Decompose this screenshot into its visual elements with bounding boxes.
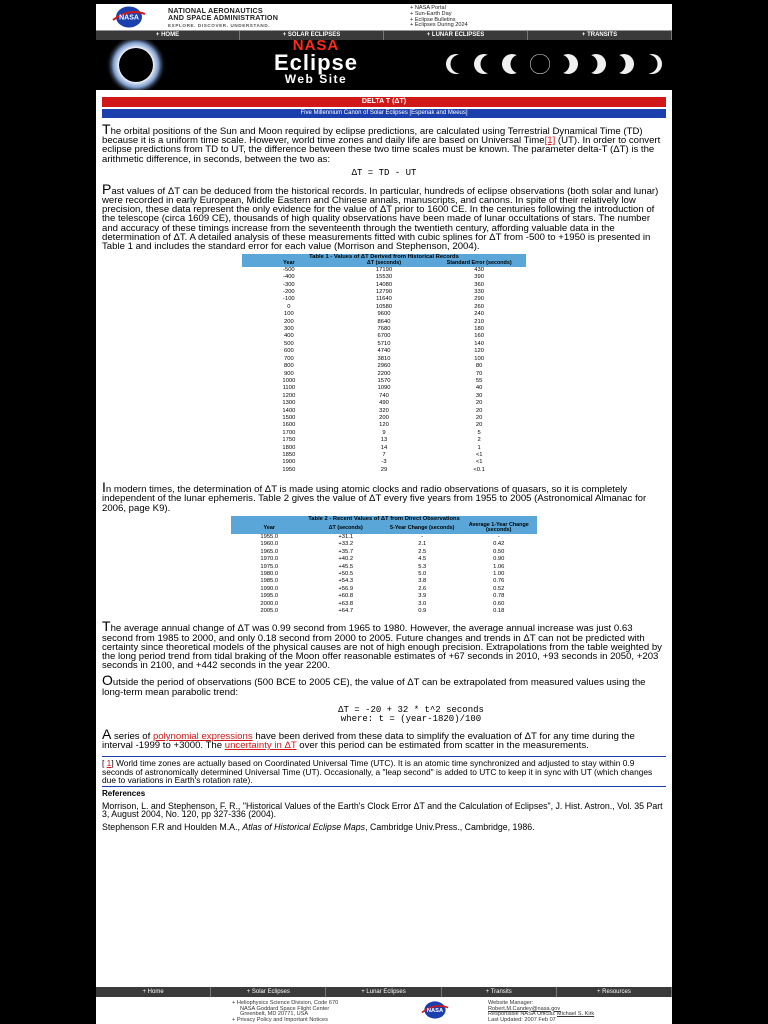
table-cell: 5.0 <box>418 571 427 578</box>
table-cell: 3.8 <box>418 578 427 585</box>
table-cell: 1700 <box>282 429 296 436</box>
table-cell: - <box>497 534 500 540</box>
table-cell: +50.5 <box>338 571 354 578</box>
table-cell: 1300 <box>282 400 296 407</box>
table-header: 5-Year Change (seconds) <box>384 523 461 534</box>
table-cell: 1 <box>477 444 481 451</box>
table-row <box>231 571 537 578</box>
table-row <box>242 274 526 281</box>
table-cell: 7680 <box>377 326 391 333</box>
table-row <box>242 400 526 407</box>
table-cell: <1 <box>475 459 483 466</box>
trend-paragraph: The average annual change of ΔT was 0.99 second from 1965 to 1980. However, the average annual increase was just 0.63 second from 1985 to 2000, and only 0.18 second from 2000 to 2005. Future changes and trends in ΔT can not be predicted with certainty since theoretical models of the physical causes are not of high enough precision. Extrapolations from the table weighted by the long period trend from tidal braking of the Moon offer reasonable estimates of +67 seconds in 2010, +93 seconds in 2050, +203 seconds in 2100, and +442 seconds in the year 2200. <box>102 618 662 672</box>
table-cell: 1090 <box>377 385 391 392</box>
dropcap: I <box>102 479 106 496</box>
table-row <box>242 459 526 466</box>
table-cell: 1965.0 <box>260 548 279 555</box>
page <box>96 4 672 1024</box>
table-cell: 800 <box>284 363 294 370</box>
dropcap: T <box>102 618 111 635</box>
table-cell: 1.00 <box>493 571 505 578</box>
table-cell: 2960 <box>377 363 391 370</box>
table-cell: 1960.0 <box>260 541 279 548</box>
table-cell: 14 <box>380 444 388 451</box>
table-cell: +35.7 <box>338 548 354 555</box>
table-cell: 20 <box>475 400 483 407</box>
delta-t-formula: ΔT = TD - UT <box>351 167 417 178</box>
table-row <box>231 578 537 585</box>
table-row <box>242 356 526 363</box>
table-cell: 4740 <box>377 348 391 355</box>
dropcap: A <box>102 725 112 742</box>
reference-item: Morrison, L. and Stephenson, F. R., "Historical Values of the Earth's Clock Error ΔT and the Calculation of Eclipses", J. Hist. Astron., Vol. 35 Part 3, August 2004, No. 120, pp 327-336 (2004). <box>102 800 663 820</box>
table-cell: +64.7 <box>338 608 354 615</box>
table-cell: 29 <box>380 466 388 473</box>
table-cell: 11640 <box>376 296 392 303</box>
table-cell: +54.3 <box>338 578 354 585</box>
parabolic-formula <box>150 706 672 724</box>
table-cell: 700 <box>284 355 294 362</box>
intro-paragraph: The orbital positions of the Sun and Moon required by eclipse predictions, are calculated using Terrestrial Dynamical Time (TD) because it is a uniform time scale. However, world time zones and daily life are based on Universal Time[1] (UT). In order to convert eclipse predictions from TD to UT, the difference between these two time scales must be known. The parameter delta-T (ΔT) is the arithmetic difference, in seconds, between the two as: <box>102 121 661 165</box>
table-row <box>242 282 526 289</box>
table-header: Standard Error (seconds) <box>432 261 526 267</box>
table-row <box>242 296 526 303</box>
table-cell: 260 <box>474 303 484 310</box>
table-cell: 1400 <box>282 407 296 414</box>
eclipse-banner <box>96 40 672 90</box>
table-cell: 0.9 <box>418 608 427 615</box>
table-cell: +40.2 <box>338 556 354 563</box>
site-header <box>96 4 672 31</box>
table-header: ΔT (seconds) <box>336 261 433 267</box>
svg-text:NASA: NASA <box>426 1008 444 1015</box>
table-cell: 400 <box>284 333 294 340</box>
table-row <box>231 564 537 571</box>
table-row <box>231 534 537 541</box>
table-cell: 2.1 <box>418 541 427 548</box>
table-row <box>231 541 537 548</box>
table-row <box>242 267 526 274</box>
table-cell: 160 <box>474 333 484 340</box>
footer-nav-lunar[interactable]: + Lunar Eclipses <box>326 987 441 997</box>
table-cell: 1500 <box>282 414 296 421</box>
table-cell: <0.1 <box>473 466 485 473</box>
table-row <box>242 415 526 422</box>
table-header: Year <box>231 523 308 534</box>
table-cell: 1995.0 <box>260 593 279 600</box>
table-cell: 80 <box>475 363 483 370</box>
footer-nav-solar[interactable]: + Solar Eclipses <box>211 987 326 997</box>
nasa-logo[interactable] <box>110 6 148 28</box>
table-cell: 30 <box>475 392 483 399</box>
polynomial-paragraph: A series of polynomial expressions have been derived from these data to simplify the evaluation of ΔT for any time during the interval -1999 to +3000. The uncertainty in ΔT over this period can be estimated from scatter in the measurements. <box>102 725 635 752</box>
table-2 <box>231 516 537 616</box>
table-cell: 9600 <box>377 311 391 318</box>
table-cell: 100 <box>474 355 484 362</box>
table-row <box>242 467 526 474</box>
table-row <box>242 393 526 400</box>
table-row <box>242 304 526 311</box>
agency-name <box>168 7 278 29</box>
footer-link[interactable]: + Heliophysics Science Division, Code 670 <box>232 1000 339 1006</box>
table-row <box>242 430 526 437</box>
table-cell: 900 <box>284 370 294 377</box>
table-row <box>242 289 526 296</box>
formula-line: ΔT = -20 + 32 * t^2 seconds <box>338 704 484 715</box>
table-cell: 2.5 <box>418 548 427 555</box>
table-cell: 240 <box>474 311 484 318</box>
table-cell: 1850 <box>282 451 296 458</box>
table-cell: +31.1 <box>338 534 354 540</box>
table-header: ΔT (seconds) <box>308 523 385 534</box>
table-row <box>242 348 526 355</box>
nav-lunar-eclipses[interactable]: + LUNAR ECLIPSES <box>384 31 528 40</box>
table-cell: 20 <box>475 414 483 421</box>
page-title: DELTA T (ΔT) <box>102 97 666 107</box>
table-cell: 4.5 <box>418 556 427 563</box>
table-cell: 140 <box>474 340 484 347</box>
nav-transits[interactable]: + TRANSITS <box>528 31 672 40</box>
banner-title <box>206 40 426 85</box>
table-row <box>242 378 526 385</box>
table-cell: 3.0 <box>418 600 427 607</box>
table-cell: 20 <box>475 422 483 429</box>
table-cell: 40 <box>475 385 483 392</box>
dropcap: O <box>102 672 113 689</box>
footer-nav-transits[interactable]: + Transits <box>442 987 557 997</box>
table-cell: 1750 <box>282 437 296 444</box>
table-cell: 1975.0 <box>260 563 279 570</box>
table-cell: 0.78 <box>493 593 505 600</box>
table-row <box>242 422 526 429</box>
modern-paragraph: In modern times, the determination of ΔT is made using atomic clocks and radio observations of quasars, so it is completely independent of the lunar ephemeris. Table 2 gives the value of ΔT every five years from 1955 to 2005 (Astronomical Almanac for 2006, page K9). <box>102 479 647 514</box>
table-cell: 17190 <box>375 266 393 273</box>
table-cell: 1.06 <box>493 563 505 570</box>
table-cell: 2200 <box>377 370 391 377</box>
table-cell: 1200 <box>282 392 296 399</box>
table-cell: 0.18 <box>493 608 505 615</box>
table-cell: 8640 <box>377 318 391 325</box>
table-cell: 13 <box>380 437 388 444</box>
agency-line1: NATIONAL AERONAUTICS <box>168 6 263 15</box>
nav-home[interactable]: + HOME <box>96 31 240 40</box>
table-row <box>242 385 526 392</box>
table-cell: 1800 <box>282 444 296 451</box>
table-row <box>242 326 526 333</box>
table-cell: 430 <box>474 266 484 273</box>
table-cell: 14080 <box>375 281 393 288</box>
table-cell: 0 <box>287 303 291 310</box>
footer-contacts: Website Manager: Robert.M.Candey@nasa.gov Responsible NASA Official: Michael S. Kirk Last Updated: 2007 Feb 07 <box>488 1000 595 1023</box>
main-nav <box>96 31 672 40</box>
table-cell: 210 <box>474 318 484 325</box>
table-2-caption: Table 2 - Recent Values of ΔT from Direct Observations <box>231 516 537 523</box>
footnote-marker[interactable]: 1 <box>106 758 112 769</box>
footer-nasa-logo[interactable] <box>418 1001 452 1019</box>
table-cell: 12790 <box>375 289 393 296</box>
table-row <box>242 363 526 370</box>
table-row <box>242 341 526 348</box>
table-cell: - <box>421 534 424 540</box>
website-manager-link[interactable]: Robert.M.Candey@nasa.gov <box>488 1005 561 1012</box>
table-cell: 330 <box>474 289 484 296</box>
table-header: Year <box>242 261 336 267</box>
table-row <box>242 408 526 415</box>
site-footer <box>96 998 672 1024</box>
footer-address: + Heliophysics Science Division, Code 670 NASA Goddard Space Flight Center Greenbelt, MD 20771, USA + Privacy Policy and Important Notices <box>232 1000 339 1023</box>
table-cell: 360 <box>474 281 484 288</box>
footer-nav-resources[interactable]: + Resources <box>557 987 672 997</box>
table-cell: 1100 <box>282 385 296 392</box>
table-cell: 1990.0 <box>260 585 279 592</box>
table-cell: 2005.0 <box>260 608 279 615</box>
table-cell: 320 <box>379 407 389 414</box>
top-links <box>410 6 468 29</box>
footer-nav-home[interactable]: + Home <box>96 987 211 997</box>
dropcap: P <box>102 180 112 197</box>
footnote: [ 1] World time zones are actually based on Coordinated Universal Time (UTC). It is an atomic time synchronized and adjusted to stay within 0.9 seconds of astronomically determined Universal Time (UT). Occasionally, a "leap second" is added to UTC to keep it in sync with UT (which changes due to variations in Earth's rotation rate). <box>102 756 666 787</box>
table-cell: 1985.0 <box>260 578 279 585</box>
logo-text: NASA <box>119 14 139 22</box>
table-cell: 1950 <box>282 466 296 473</box>
table-cell: 490 <box>379 400 389 407</box>
table-row <box>231 549 537 556</box>
table-cell: 0.60 <box>493 600 505 607</box>
banner-line1: NASA <box>292 40 340 54</box>
table-cell: 2 <box>477 437 481 444</box>
table-cell: -3 <box>381 459 387 466</box>
table-cell: 600 <box>284 348 294 355</box>
table-cell: +60.8 <box>338 593 354 600</box>
table-cell: 7 <box>382 451 386 458</box>
table-row <box>231 608 537 615</box>
table-cell: 0.42 <box>493 541 505 548</box>
table-row <box>242 437 526 444</box>
references-heading: References <box>102 788 146 798</box>
table-cell: 5 <box>477 429 481 436</box>
table-row <box>242 333 526 340</box>
table-cell: 15530 <box>375 274 393 281</box>
table-cell: -200 <box>283 289 295 296</box>
table-cell: 390 <box>474 274 484 281</box>
table-cell: 0.52 <box>493 585 505 592</box>
table-cell: 290 <box>474 296 484 303</box>
extrapolation-paragraph: Outside the period of observations (500 BCE to 2005 CE), the value of ΔT can be extrapolated from measured values using the long-term mean parabolic trend: <box>102 672 646 698</box>
formula-line: where: t = (year-1820)/100 <box>340 713 482 724</box>
top-link[interactable]: + Sun-Earth Day <box>410 10 452 17</box>
references <box>102 790 666 831</box>
table-cell: 55 <box>475 377 483 384</box>
table-cell: 180 <box>474 326 484 333</box>
table-row <box>231 556 537 563</box>
reference-item: Stephenson F.R and Houlden M.A., Atlas of Historical Eclipse Maps, Cambridge Univ.Press., Cambridge, 1986. <box>102 821 535 832</box>
table-cell: 1600 <box>282 422 296 429</box>
table-cell: 100 <box>284 311 294 318</box>
top-link[interactable]: + Eclipses During 2024 <box>410 22 468 29</box>
table-1 <box>242 254 526 474</box>
footnote-ref-link[interactable]: [1] <box>544 135 556 147</box>
table-cell: 500 <box>284 340 294 347</box>
table-cell: 1570 <box>377 377 391 384</box>
table-cell: 10580 <box>375 303 393 310</box>
privacy-link[interactable]: + Privacy Policy and Important Notices <box>232 1016 328 1023</box>
table-cell: +45.5 <box>338 563 354 570</box>
top-link[interactable]: + Eclipse Bulletins <box>410 16 456 23</box>
table-cell: 1000 <box>282 377 296 384</box>
table-cell: 20 <box>475 407 483 414</box>
table-cell: <1 <box>475 451 483 458</box>
table-cell: 200 <box>284 318 294 325</box>
dropcap: T <box>102 121 111 137</box>
table-row <box>231 586 537 593</box>
table-cell: +56.9 <box>338 585 354 592</box>
banner-line3: Web Site <box>284 72 348 86</box>
table-row <box>242 371 526 378</box>
table-cell: 2000.0 <box>260 600 279 607</box>
table-cell: 5710 <box>377 340 391 347</box>
table-cell: 740 <box>379 392 389 399</box>
table-cell: 0.76 <box>493 578 505 585</box>
table-cell: -400 <box>283 274 295 281</box>
table-cell: -100 <box>283 296 295 303</box>
banner-line2: Eclipse <box>273 50 359 75</box>
table-cell: 1955.0 <box>260 534 279 540</box>
table-cell: 300 <box>284 326 294 333</box>
table-cell: -500 <box>283 266 295 273</box>
polynomial-expressions-link[interactable]: polynomial expressions <box>152 730 253 742</box>
table-cell: 3810 <box>377 355 391 362</box>
table-cell: 200 <box>379 414 389 421</box>
table-header: Average 1-Year Change (seconds) <box>461 523 538 534</box>
table-cell: +63.8 <box>338 600 354 607</box>
official-link[interactable]: Michael S. Kirk <box>556 1011 595 1018</box>
table-cell: 2.6 <box>418 585 427 592</box>
table-cell: 120 <box>379 422 389 429</box>
history-paragraph: Past values of ΔT can be deduced from the historical records. In particular, hundreds of eclipse observations (both solar and lunar) were recorded in early European, Middle Eastern and Chinese annals, manuscripts, and canons. In spite of their relatively low precision, these data represent the only evidence for the value of ΔT prior to 1600 CE. In the centuries following the introduction of the telescope (circa 1609 CE), thousands of high quality observations have been made of lunar occultations of stars. The number and accuracy of these timings increase from the seventeenth through the twentieth century, affording valuable data in the determination of ΔT. A detailed analysis of these measurements fitted with cubic splines for ΔT from -500 to +1950 is presented in Table 1 and includes the standard error for each value (Morrison and Stephenson, 2004). <box>102 180 659 253</box>
table-cell: 1900 <box>282 459 296 466</box>
top-link[interactable]: + NASA Portal <box>410 5 446 11</box>
table-row <box>231 601 537 608</box>
table-row <box>231 593 537 600</box>
uncertainty-link[interactable]: uncertainty in ΔT <box>224 740 297 752</box>
table-cell: 120 <box>474 348 484 355</box>
table-cell: 5.3 <box>418 563 427 570</box>
table-row <box>242 311 526 318</box>
table-cell: 0.50 <box>493 548 505 555</box>
table-cell: 0.90 <box>493 556 505 563</box>
table-cell: 6700 <box>377 333 391 340</box>
table-cell: 1970.0 <box>260 556 279 563</box>
table-cell: 1980.0 <box>260 571 279 578</box>
table-1-caption: Table 1 - Values of ΔT Derived from Historical Records <box>242 254 526 261</box>
table-cell: 70 <box>475 370 483 377</box>
page-subtitle[interactable]: Five Millennium Canon of Solar Eclipses [Espenak and Meeus] <box>102 109 666 118</box>
agency-line2: AND SPACE ADMINISTRATION <box>168 13 279 23</box>
table-row <box>242 319 526 326</box>
table-cell: 9 <box>382 429 386 436</box>
table-cell: +33.2 <box>338 541 354 548</box>
table-row <box>242 452 526 459</box>
table-cell: -300 <box>283 281 295 288</box>
table-row <box>242 445 526 452</box>
table-cell: 3.9 <box>418 593 427 600</box>
tagline: EXPLORE. DISCOVER. UNDERSTAND. <box>168 22 271 28</box>
nav-solar-eclipses[interactable]: + SOLAR ECLIPSES <box>240 31 384 40</box>
footer-nav <box>96 987 672 997</box>
